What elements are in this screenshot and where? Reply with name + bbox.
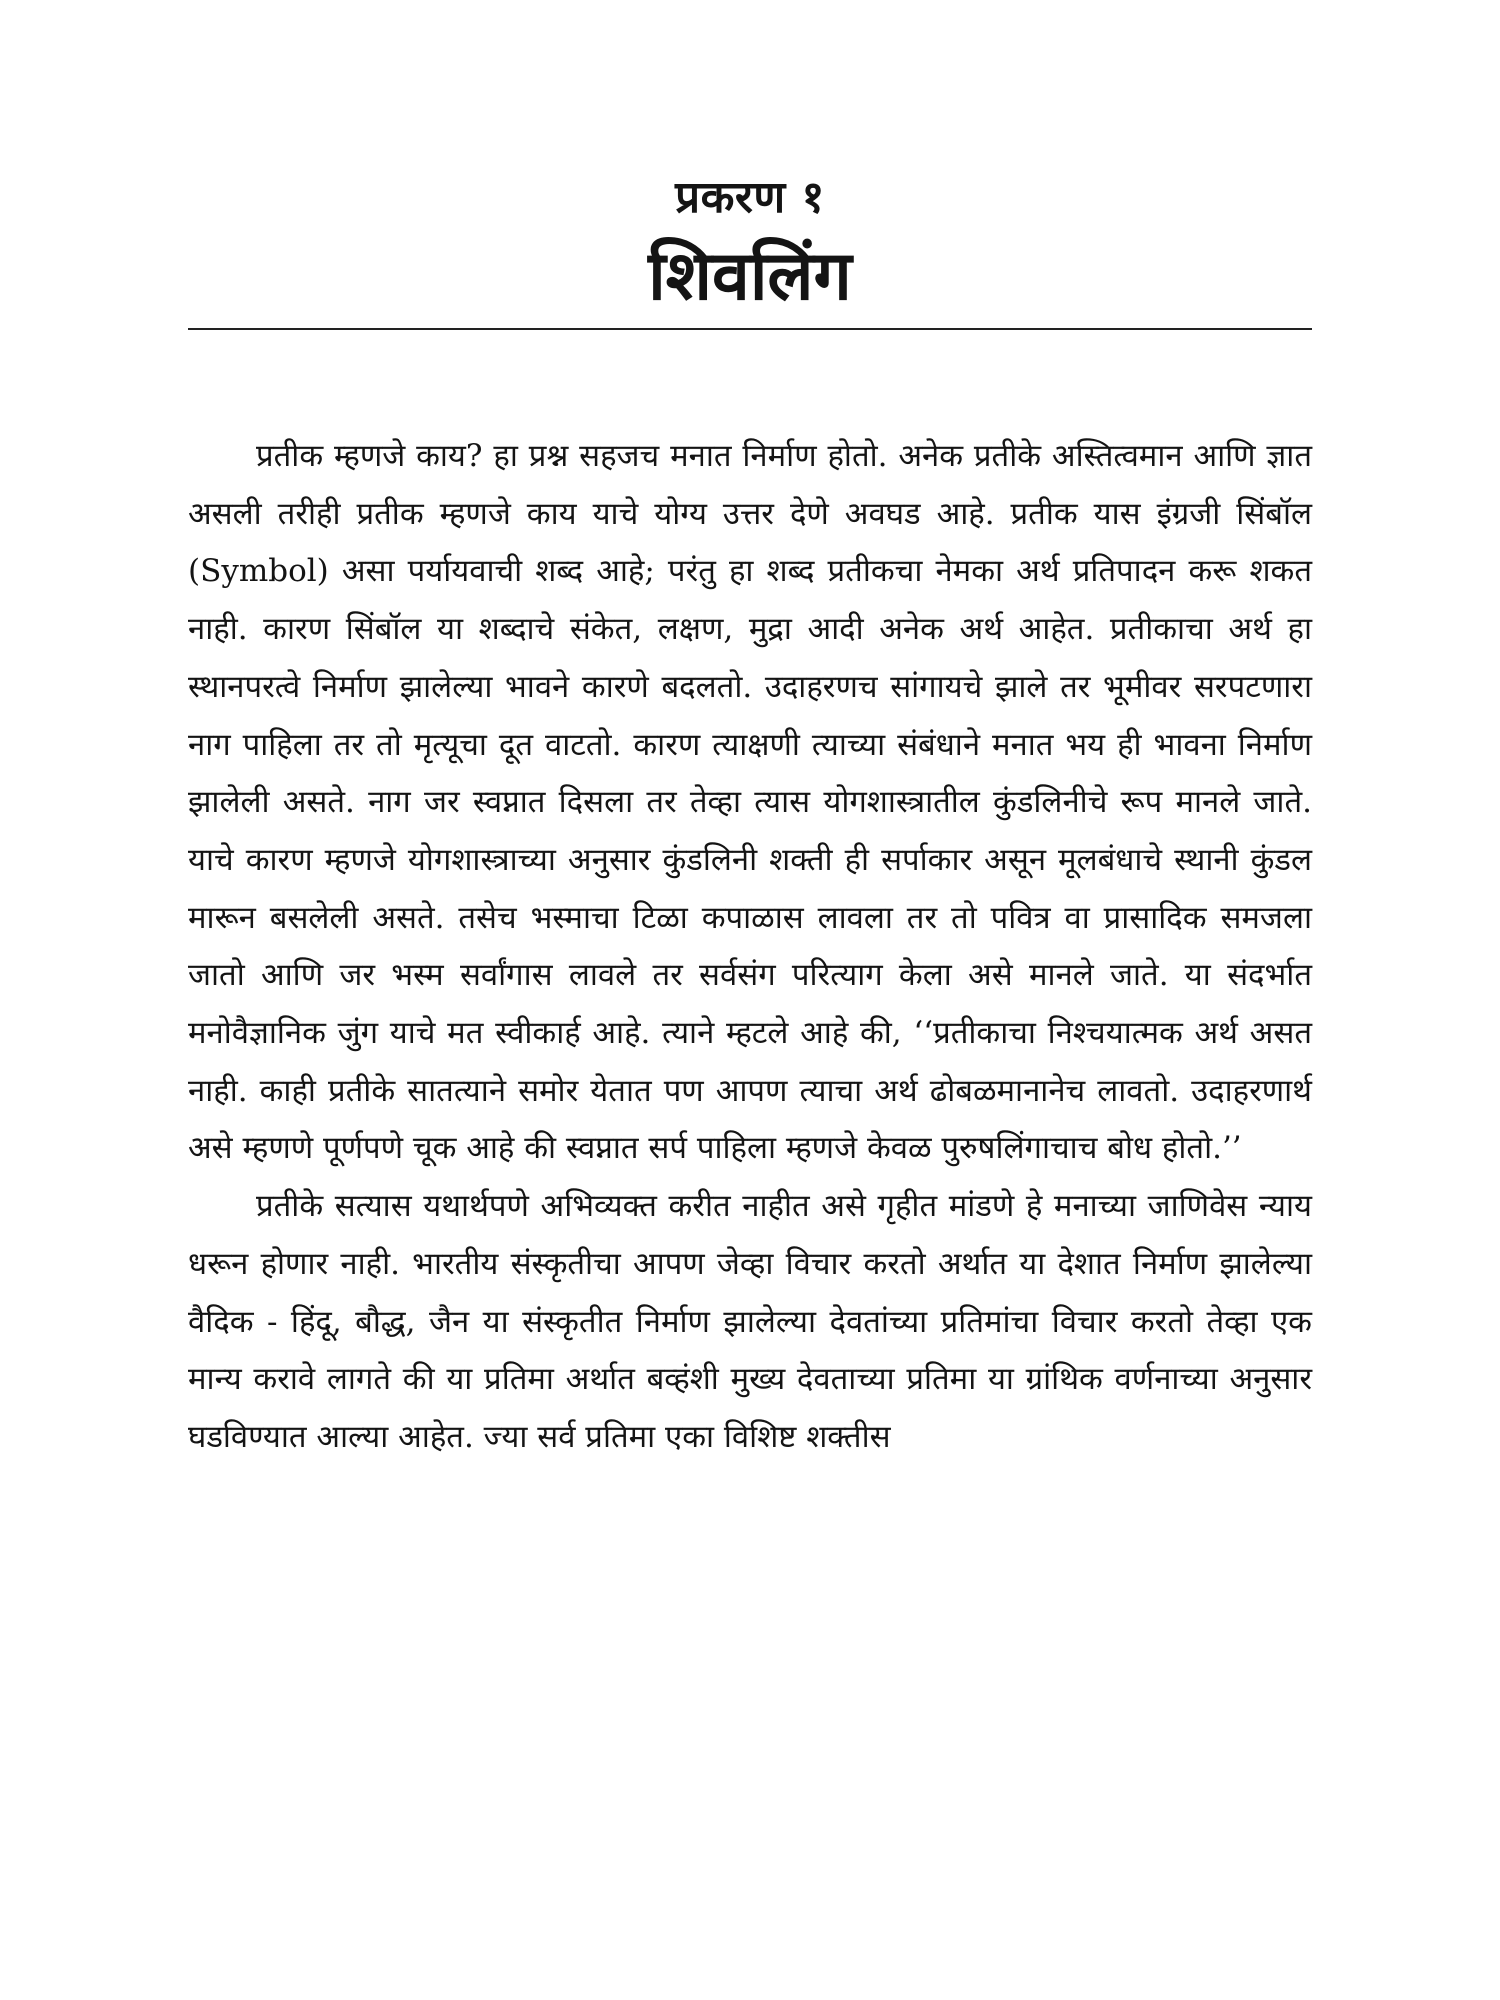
paragraph-2: प्रतीके सत्यास यथार्थपणे अभिव्यक्त करीत नाहीत असे गृहीत मांडणे हे मनाच्या जाणिवेस न्याय धरून होणार नाही. भारतीय संस्कृतीचा आपण जेव्हा विचार करतो अर्थात या देशात निर्माण झालेल्या वैदिक - हिंदू, बौद्ध, जैन या संस्कृतीत निर्माण झालेल्या देवतांच्या प्रतिमांचा विचार करतो तेव्हा एक मान्य करावे लागते की या प्रतिमा अर्थात बव्हंशी मुख्य देवताच्या प्रतिमा या ग्रांथिक वर्णनाच्या अनुसार घडविण्यात आल्या आहेत. ज्या सर्व प्रतिमा एका विशिष्ट शक्तीस (188, 1188, 1312, 1455)
body-text (188, 428, 1312, 1467)
title-divider (188, 328, 1312, 330)
chapter-title: शिवलिंग (648, 237, 852, 316)
paragraph-1: प्रतीक म्हणजे काय? हा प्रश्न सहजच मनात निर्माण होतो. अनेक प्रतीके अस्तित्वमान आणि ज्ञात असली तरीही प्रतीक म्हणजे काय याचे योग्य उत्तर देणे अवघड आहे. प्रतीक यास इंग्रजी सिंबॉल (Symbol) असा पर्यायवाची शब्द आहे; परंतु हा शब्द प्रतीकचा नेमका अर्थ प्रतिपादन करू शकत नाही. कारण सिंबॉल या शब्दाचे संकेत, लक्षण, मुद्रा आदी अनेक अर्थ आहेत. प्रतीकाचा अर्थ हा स्थानपरत्वे निर्माण झालेल्या भावने कारणे बदलतो. उदाहरणच सांगायचे झाले तर भूमीवर सरपटणारा नाग पाहिला तर तो मृत्यूचा दूत वाटतो. कारण त्याक्षणी त्याच्या संबंधाने मनात भय ही भावना निर्माण झालेली असते. नाग जर स्वप्नात दिसला तर तेव्हा त्यास योगशास्त्रातील कुंडलिनीचे रूप मानले जाते. याचे कारण म्हणजे योगशास्त्राच्या अनुसार कुंडलिनी शक्ती ही सर्पाकार असून मूलबंधाचे स्थानी कुंडल मारून बसलेली असते. तसेच भस्माचा टिळा कपाळास लावला तर तो पवित्र वा प्रासादिक समजला जातो आणि जर भस्म सर्वांगास लावले तर सर्वसंग परित्याग केला असे मानले जाते. या संदर्भात मनोवैज्ञानिक जुंग याचे मत स्वीकार्ह आहे. त्याने म्हटले आहे की, ‘‘प्रतीकाचा निश्चयात्मक अर्थ असत नाही. काही प्रतीके सातत्याने समोर येतात पण आपण त्याचा अर्थ ढोबळमानानेच लावतो. उदाहरणार्थ असे म्हणणे पूर्णपणे चूक आहे की स्वप्नात सर्प पाहिला म्हणजे केवळ पुरुषलिंगाचाच बोध होतो.’’ (188, 438, 1312, 1167)
chapter-label: प्रकरण १ (675, 172, 825, 223)
